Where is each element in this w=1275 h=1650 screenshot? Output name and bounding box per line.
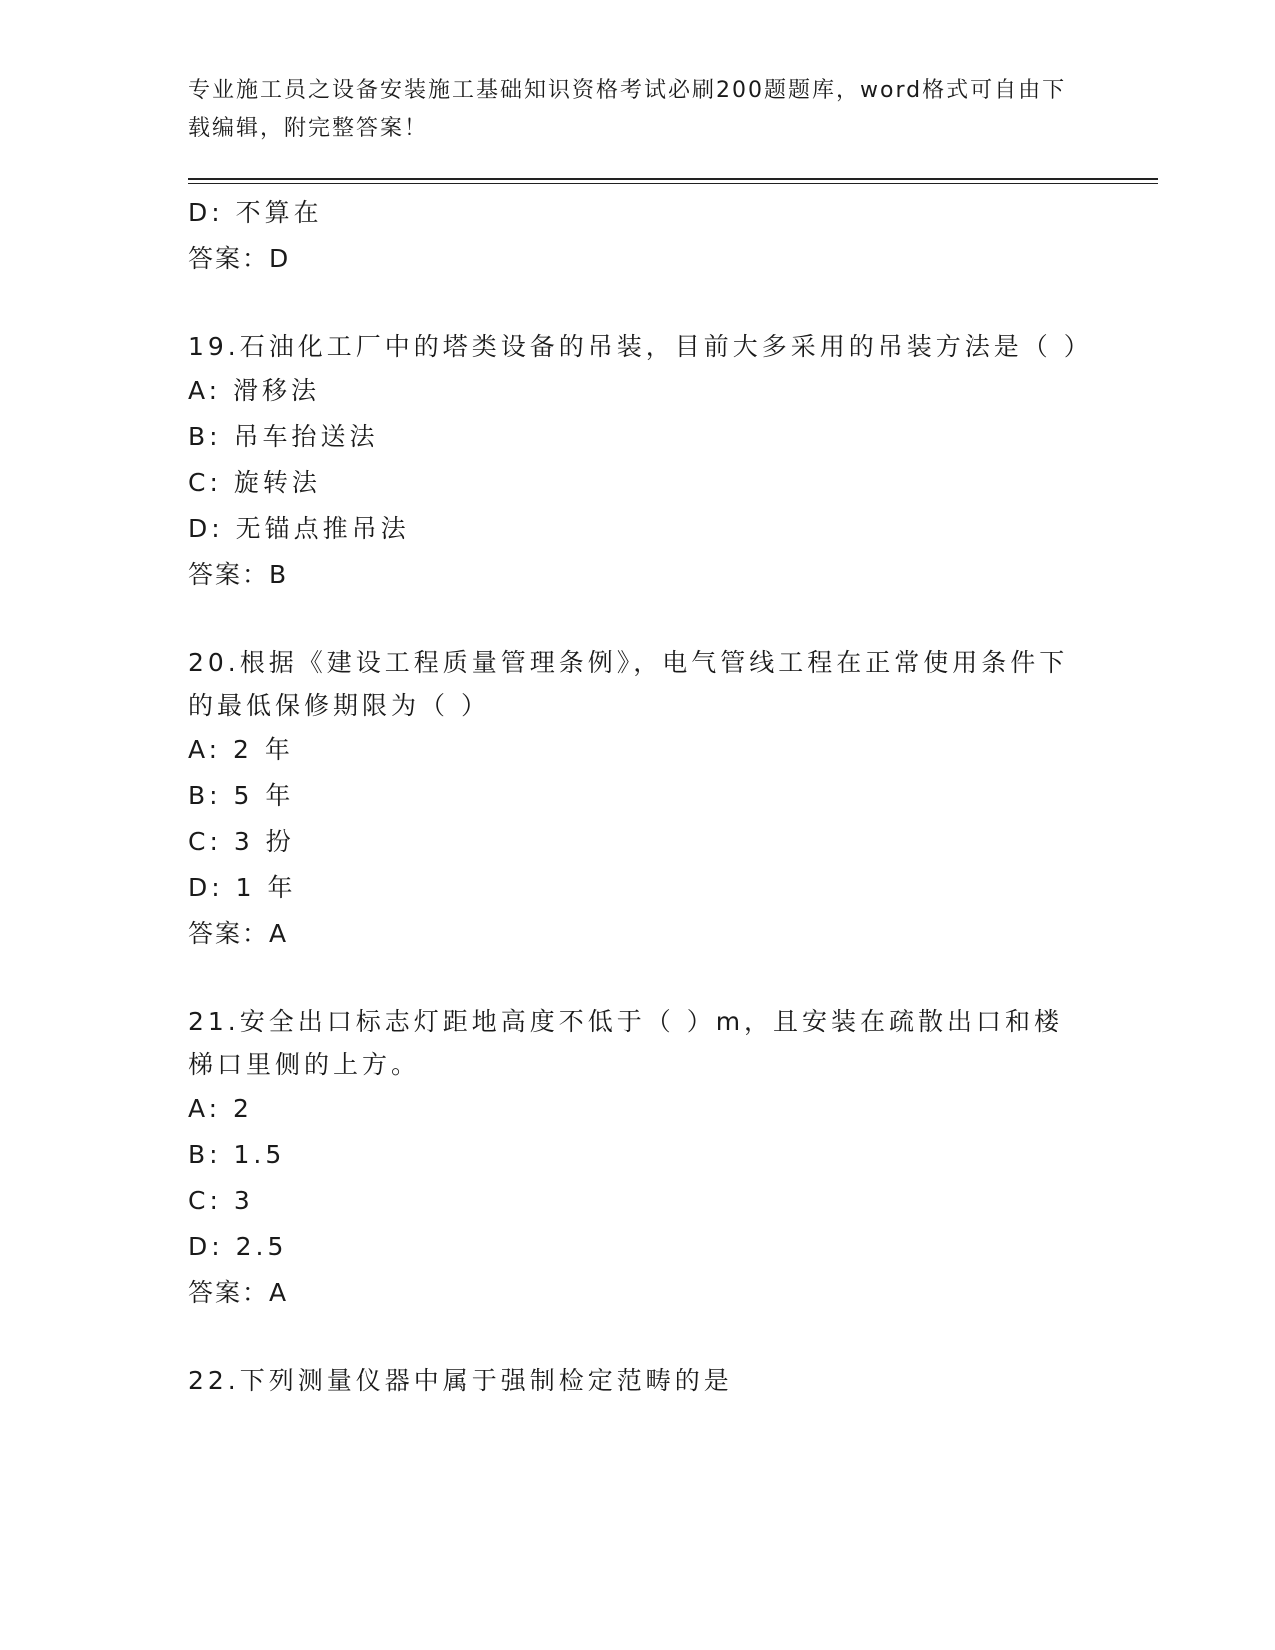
option-b: B: 1.5: [188, 1140, 286, 1169]
option-c: C: 3 扮: [188, 827, 295, 856]
option-a: A: 2: [188, 1094, 253, 1123]
option-d: D: 无锚点推吊法: [188, 514, 410, 543]
question-19: [188, 325, 1093, 598]
option-c: C: 旋转法: [188, 468, 321, 497]
question-text: 21.安全出口标志灯距地高度不低于（ ）m，且安装在疏散出口和楼梯口里侧的上方。: [188, 1007, 1064, 1079]
question-21: [188, 1000, 1088, 1316]
option-d: D: 1 年: [188, 873, 297, 902]
option-d: D: 不算在: [188, 198, 323, 227]
option-b: B: 5 年: [188, 781, 295, 810]
header-divider-thick: [188, 178, 1158, 180]
question-20: [188, 641, 1088, 957]
option-d: D: 2.5: [188, 1232, 288, 1261]
spacer: [188, 1316, 1088, 1359]
spacer: [188, 598, 1088, 641]
answer: 答案：D: [188, 244, 291, 273]
question-18-tail: [188, 190, 1088, 282]
option-b: B: 吊车抬送法: [188, 422, 379, 451]
question-22: [188, 1359, 1088, 1402]
option-c: C: 3: [188, 1186, 254, 1215]
question-text: 19.石油化工厂中的塔类设备的吊装，目前大多采用的吊装方法是（ ）: [188, 332, 1093, 361]
answer: 答案：B: [188, 560, 289, 589]
answer: 答案：A: [188, 1278, 289, 1307]
spacer: [188, 957, 1088, 1000]
answer: 答案：A: [188, 919, 289, 948]
option-a: A: 2 年: [188, 735, 294, 764]
question-text: 20.根据《建设工程质量管理条例》，电气管线工程在正常使用条件下的最低保修期限为（ ）: [188, 648, 1069, 720]
spacer: [188, 282, 1088, 325]
header-divider-thin: [188, 183, 1158, 184]
document-header: 专业施工员之设备安装施工基础知识资格考试必刷200题题库，word格式可自由下载编辑，附完整答案！: [188, 78, 1067, 141]
option-a: A: 滑移法: [188, 376, 321, 405]
question-text: 22.下列测量仪器中属于强制检定范畴的是: [188, 1366, 733, 1395]
question-list: [188, 190, 1093, 1402]
